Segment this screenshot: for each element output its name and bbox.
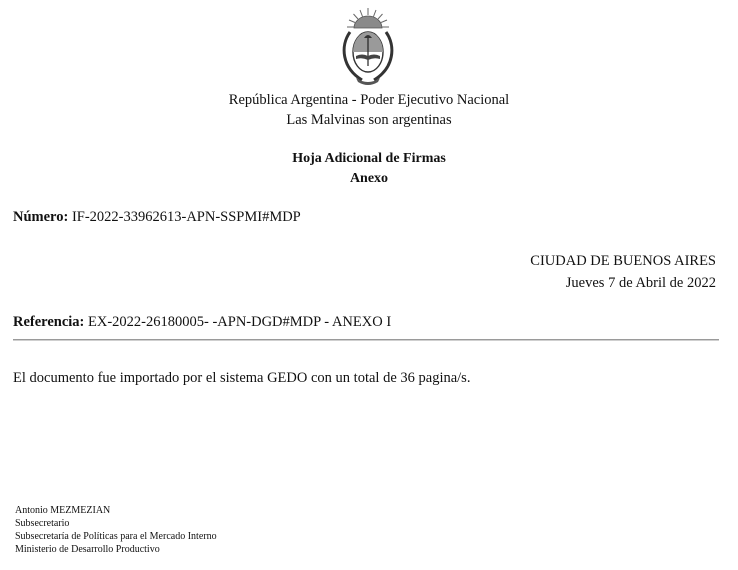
numero-value: IF-2022-33962613-APN-SSPMI#MDP <box>71 209 301 225</box>
signer-role: Subsecretario <box>15 518 70 529</box>
referencia-row <box>13 313 391 332</box>
referencia-label: Referencia: <box>13 314 85 330</box>
header-republic: República Argentina - Poder Ejecutivo Nacional <box>228 92 510 108</box>
coat-of-arms-icon <box>336 6 400 88</box>
document-title: Hoja Adicional de Firmas <box>292 151 446 166</box>
signer-office: Subsecretaría de Políticas para el Mercado Interno <box>15 531 217 542</box>
document-subtitle: Anexo <box>349 171 389 186</box>
signer-name: Antonio MEZMEZIAN <box>15 505 111 516</box>
signer-ministry: Ministerio de Desarrollo Productivo <box>15 544 160 555</box>
referencia-value: EX-2022-26180005- -APN-DGD#MDP - ANEXO I <box>88 314 392 330</box>
header-malvinas: Las Malvinas son argentinas <box>286 112 452 128</box>
city: CIUDAD DE BUENOS AIRES <box>530 253 716 269</box>
date: Jueves 7 de Abril de 2022 <box>565 275 716 291</box>
divider <box>13 339 719 341</box>
numero-row <box>13 208 301 227</box>
numero-label: Número: <box>13 209 69 225</box>
body-text: El documento fue importado por el sistema GEDO con un total de 36 pagina/s. <box>13 370 471 386</box>
